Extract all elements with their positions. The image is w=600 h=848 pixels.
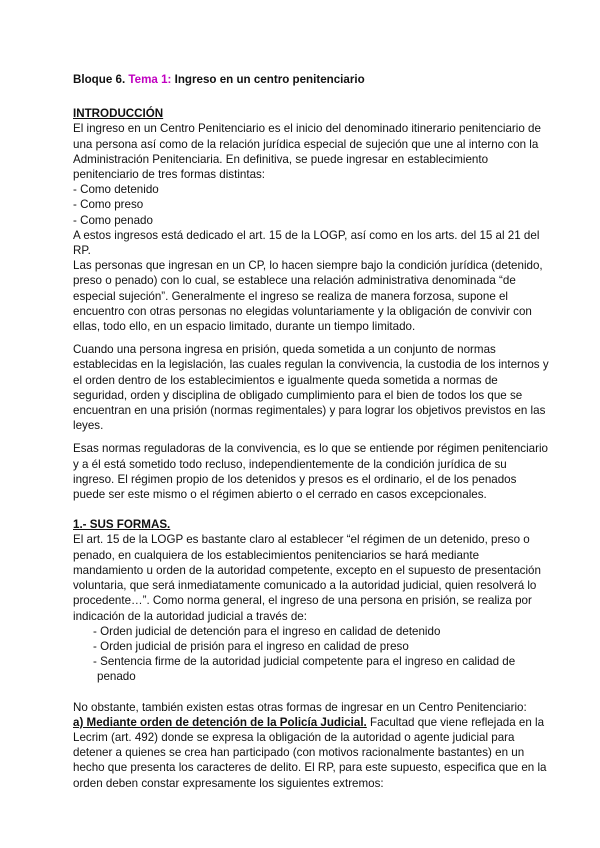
intro-heading: INTRODUCCIÓN [73, 107, 164, 121]
section1-paragraph-1: El art. 15 de la LOGP es bastante claro al establecer “el régimen de un detenido, preso o penado, en cualquiera de los establecimientos penitenciarios se hará mediante mandamiento u orden de la autoridad competente, excepto en el supuesto de presentación voluntaria, que será inmediatamente comunicado a la autoridad judicial, quien resolverá lo procedente…”. Como norma general, el ingreso de una persona en prisión, se realiza por indicación de la autoridad judicial a través de: [73, 533, 541, 623]
section1-list-item-1: - Orden judicial de detención para el ingreso en calidad de detenido [93, 624, 441, 638]
intro-form-penado: - Como penado [73, 213, 153, 227]
section1-item-a [73, 715, 550, 791]
title-text: Ingreso en un centro penitenciario [174, 73, 365, 86]
title-tema: Tema 1: [128, 73, 172, 86]
section1-list-item-3: - Sentencia firme de la autoridad judicial competente para el ingreso en calidad de penado [93, 655, 516, 684]
intro-paragraph-2: A estos ingresos está dedicado el art. 15 de la LOGP, así como en los arts. del 15 al 21 del RP. [73, 228, 540, 258]
intro-paragraph-1: El ingreso en un Centro Penitenciario es el inicio del denominado itinerario penitenciario de una persona así como de la relación jurídica especial de sujeción que une al interno con la Administración Penitenciaria. En definitiva, se puede ingresar en establecimiento penitenciario de tres formas distintas: [73, 122, 541, 182]
section1-paragraph-2: No obstante, también existen estas otras formas de ingresar en un Centro Penitenciario: [73, 700, 527, 714]
page-title [73, 72, 550, 87]
intro-paragraph-5: Esas normas reguladoras de la convivencia, es lo que se entiende por régimen penitenciario y a él está sometido todo recluso, independientemente de la condición jurídica de su ingreso. El régimen propio de los detenidos y presos es el ordinario, el de los penados puede ser este mismo o el régimen abierto o el cerrado en casos excepcionales. [73, 442, 548, 502]
section1-list-item-2: - Orden judicial de prisión para el ingreso en calidad de preso [93, 639, 409, 653]
item-a-label: a) Mediante orden de detención de la Policía Judicial. [73, 715, 367, 729]
intro-paragraph-4: Cuando una persona ingresa en prisión, queda sometida a un conjunto de normas establecidas en la legislación, las cuales regulan la convivencia, la custodia de los internos y el orden dentro de los establecimientos e igualmente queda sometida a normas de seguridad, orden y disciplina de obligado cumplimiento para el bien de todos los que se encuentran en una prisión (normas regimentales) y para lograr los objetivos previstos en las leyes. [73, 343, 549, 433]
item-a-text: Facultad que viene reflejada en la Lecrim (art. 492) donde se expresa la obligación de la autoridad o agente judicial para detener a quienes se crea han participado (con motivos racionalmente bastantes) en un hecho que presenta los caracteres de delito. El RP, para este supuesto, especifica que en la orden deben constar expresamente los siguientes extremos: [73, 715, 547, 790]
intro-form-detenido: - Como detenido [73, 183, 159, 197]
intro-paragraph-3: Las personas que ingresan en un CP, lo hacen siempre bajo la condición jurídica (detenido, preso o penado) con lo cual, se establece una relación administrativa denominada “de especial sujeción”. Generalmente el ingreso se realiza de manera forzosa, supone el encuentro con otras personas no elegidas voluntariamente y la obligación de convivir con ellas, todo ello, en un espacio limitado, durante un tiempo limitado. [73, 259, 543, 334]
section1-heading: 1.- SUS FORMAS. [73, 518, 171, 532]
intro-form-preso: - Como preso [73, 198, 144, 212]
title-bloque: Bloque 6. [73, 73, 126, 86]
